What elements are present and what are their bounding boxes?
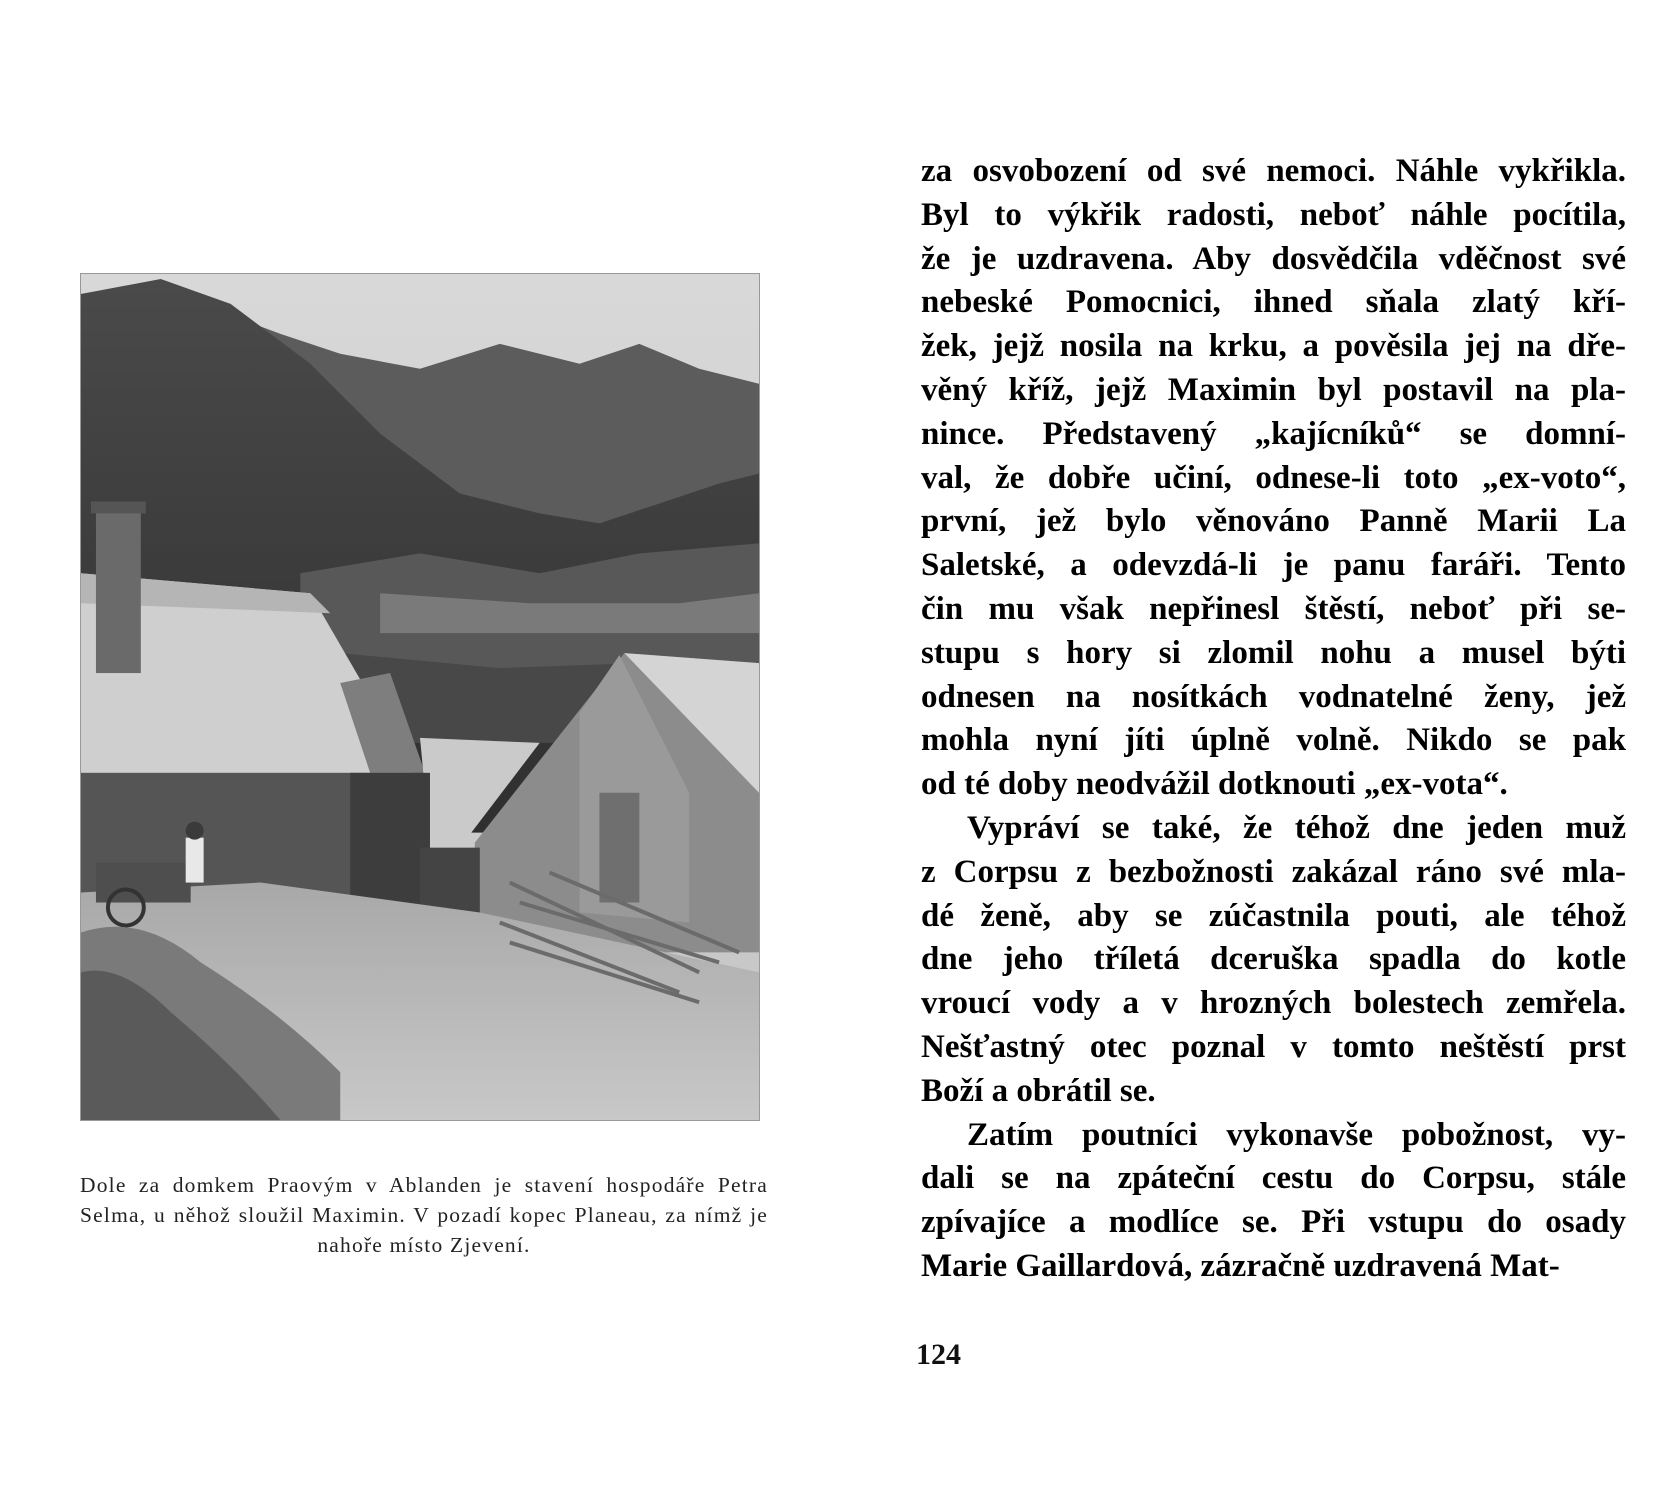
text-line: za osvobození od své nemoci. Náhle vykřikla. — [921, 153, 1626, 189]
text-line: odnesen na nosítkách vodnatelné ženy, jež — [921, 678, 1626, 715]
text-line: čin mu však nepřinesl štěstí, neboť při se- — [921, 590, 1626, 627]
text-line: dne jeho tříletá dceruška spadla do kotle — [921, 941, 1626, 978]
text-line: Marie Gaillardová, zázračně uzdravená Mat- — [921, 1247, 1560, 1284]
text-line: Byl to výkřik radosti, neboť náhle pocítila, — [921, 196, 1626, 233]
text-line: mohla nyní jíti úplně volně. Nikdo se pak — [921, 722, 1626, 759]
photograph — [80, 273, 760, 1121]
text-line: Vypráví se také, že téhož dne jeden muž — [967, 809, 1626, 846]
text-line: stupu s hory si zlomil nohu a musel býti — [921, 634, 1626, 671]
text-line: že je uzdravena. Aby dosvědčila vděčnost své — [921, 240, 1626, 277]
text-line: dali se na zpáteční cestu do Corpsu, stále — [921, 1160, 1626, 1197]
text-line: val, že dobře učiní, odnese-li toto „ex-voto“, — [921, 459, 1626, 496]
photo-caption: Dole za domkem Praovým v Ablanden je stavení hospodáře Petra Selma, u něhož sloužil Maximin. V pozadí kopec Planeau, za nímž je nahoře místo Zjevení. — [80, 1173, 768, 1257]
text-line: Zatím poutníci vykonavše pobožnost, vy- — [967, 1116, 1626, 1153]
text-line: vroucí vody a v hrozných bolestech zemřela. — [921, 985, 1626, 1022]
text-line: zpívajíce a modlíce se. Při vstupu do osady — [921, 1204, 1626, 1241]
body-text — [921, 150, 1626, 1289]
text-line: dé ženě, aby se zúčastnila pouti, ale téhož — [921, 897, 1626, 934]
text-line: z Corpsu z bezbožnosti zakázal ráno své mla- — [921, 853, 1626, 890]
text-line: nebeské Pomocnici, ihned sňala zlatý kří- — [921, 284, 1626, 321]
text-line: věný kříž, jejž Maximin byl postavil na pla- — [921, 371, 1626, 408]
text-line: žek, jejž nosila na krku, a pověsila jej na dře- — [921, 328, 1626, 365]
text-line: Nešťastný otec poznal v tomto neštěstí prst — [921, 1028, 1626, 1065]
text-line: nince. Představený „kajícníků“ se domní- — [921, 415, 1626, 452]
text-line: první, jež bylo věnováno Panně Marii La — [921, 503, 1626, 540]
text-line: Saletské, a odevzdá-li je panu faráři. Tento — [921, 547, 1626, 584]
page-number: 124 — [916, 1338, 961, 1371]
photo-mountain-village-icon — [81, 274, 759, 1120]
text-line: od té doby neodvážil dotknouti „ex-vota“. — [921, 766, 1508, 803]
text-line: Boží a obrátil se. — [921, 1072, 1156, 1109]
